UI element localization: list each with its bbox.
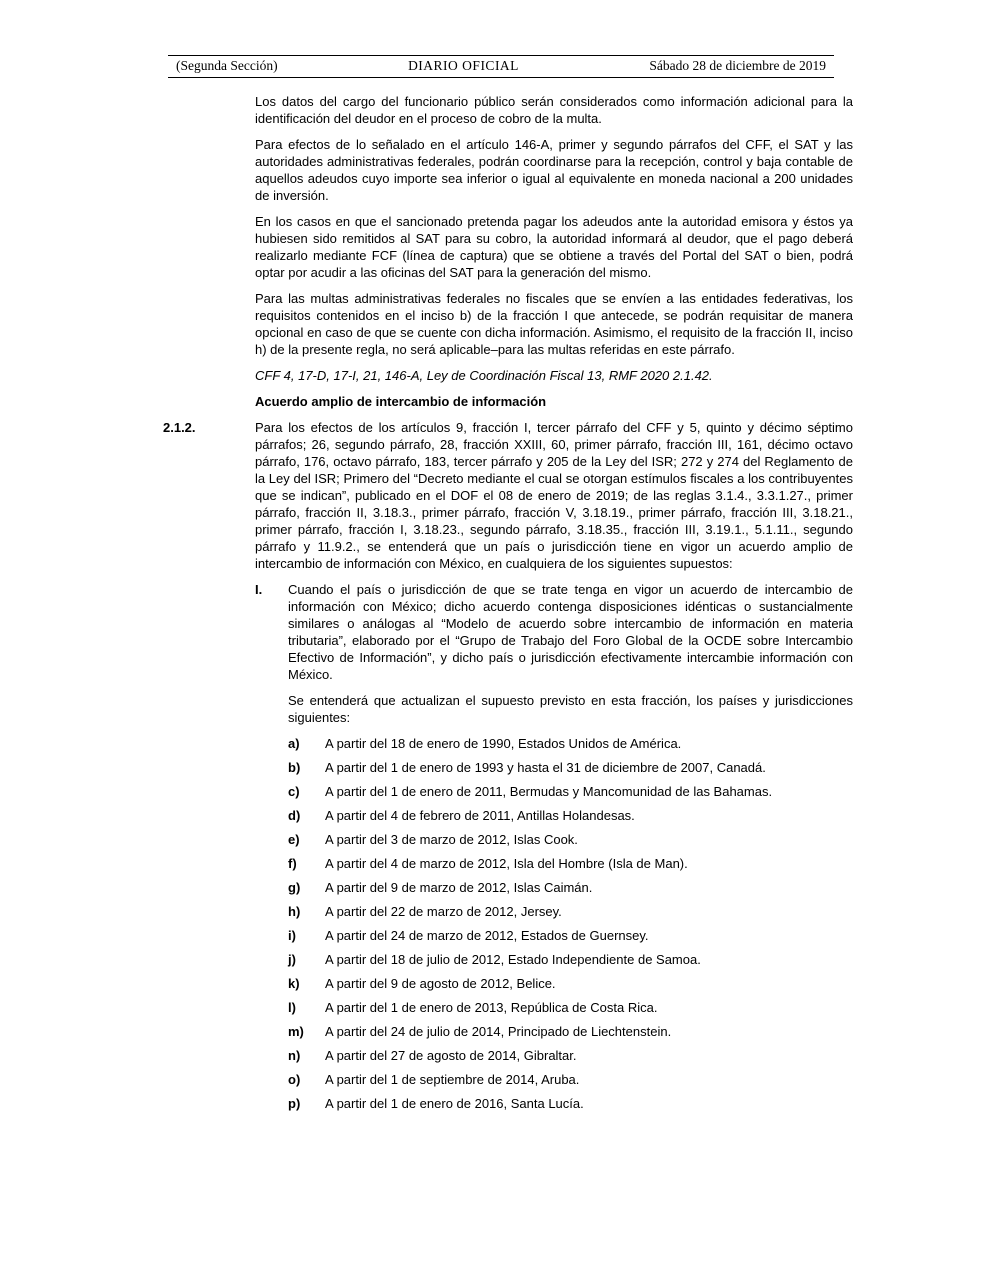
header-title: DIARIO OFICIAL — [408, 58, 519, 73]
country-text: A partir del 9 de marzo de 2012, Islas Caimán. — [325, 880, 593, 895]
country-item — [288, 903, 853, 920]
country-marker: n) — [288, 1048, 301, 1063]
country-text: A partir del 18 de julio de 2012, Estado Independiente de Samoa. — [325, 952, 701, 967]
country-text: A partir del 27 de agosto de 2014, Gibraltar. — [325, 1048, 577, 1063]
country-text: A partir del 1 de enero de 1993 y hasta el 31 de diciembre de 2007, Canadá. — [325, 760, 766, 775]
country-text: A partir del 22 de marzo de 2012, Jersey. — [325, 904, 562, 919]
country-item — [288, 999, 853, 1016]
fraction-marker: I. — [255, 582, 263, 597]
country-marker: m) — [288, 1024, 304, 1039]
rule-number: 2.1.2. — [163, 420, 196, 435]
country-item — [288, 783, 853, 800]
header-date: Sábado 28 de diciembre de 2019 — [649, 58, 826, 73]
country-item — [288, 735, 853, 752]
country-text: A partir del 1 de enero de 2013, República de Costa Rica. — [325, 1000, 658, 1015]
country-item — [288, 1047, 853, 1064]
country-text: A partir del 1 de enero de 2016, Santa Lucía. — [325, 1096, 584, 1111]
country-marker: k) — [288, 976, 300, 991]
rule-2-1-2 — [163, 419, 853, 1112]
country-marker: e) — [288, 832, 300, 847]
page-header — [168, 55, 834, 78]
country-item — [288, 1071, 853, 1088]
country-marker: a) — [288, 736, 300, 751]
rule-body — [255, 419, 853, 1112]
header-section-label: (Segunda Sección) — [176, 58, 278, 73]
fraction-text: Cuando el país o jurisdicción de que se trate tenga en vigor un acuerdo de intercambio de información con México; dicho acuerdo contenga disposiciones idénticas o sustancialmente similares o análogas al “Modelo de acuerdo sobre intercambio de información en materia tributaria”, elaborado por el “Grupo de Trabajo del Foro Global de la OCDE sobre Intercambio Efectivo de Información”, y dicho país o jurisdicción efectivamente intercambie información con México. — [288, 582, 853, 682]
country-marker: h) — [288, 904, 301, 919]
country-item — [288, 927, 853, 944]
paragraph-articulo-146a: Para efectos de lo señalado en el artículo 146-A, primer y segundo párrafos del CFF, el SAT y las autoridades administrativas federales, podrán coordinarse para la recepción, control y baja contable de aquellos adeudos cuyo importe sea inferior o igual al equivalente en moneda nacional a 200 unidades de inversión. — [255, 137, 853, 203]
country-item — [288, 759, 853, 776]
country-text: A partir del 1 de septiembre de 2014, Aruba. — [325, 1072, 580, 1087]
country-item — [288, 1095, 853, 1112]
country-marker: i) — [288, 928, 296, 943]
paragraph-cargo-funcionario: Los datos del cargo del funcionario público serán considerados como información adicional para la identificación del deudor en el proceso de cobro de la multa. — [255, 94, 853, 126]
legal-references: CFF 4, 17-D, 17-I, 21, 146-A, Ley de Coordinación Fiscal 13, RMF 2020 2.1.42. — [255, 368, 713, 383]
rule-heading: Acuerdo amplio de intercambio de información — [255, 394, 547, 409]
country-item — [288, 855, 853, 872]
country-marker: d) — [288, 808, 301, 823]
rule-intro: Para los efectos de los artículos 9, fracción I, tercer párrafo del CFF y 5, quinto y décimo séptimo párrafos; 26, segundo párrafo, 28, fracción XXIII, 60, primer párrafo, fracción III, 161, décimo octavo párrafo, 176, octavo párrafo, 183, tercer párrafo y 205 de la Ley del ISR; 272 y 274 del Reglamento de la Ley del ISR; Primero del “Decreto mediante el cual se otorgan estímulos fiscales a los contribuyentes que se indican”, publicado en el DOF el 08 de enero de 2019; de las reglas 3.1.4., 3.3.1.27., primer párrafo, fracción II, 3.18.3., primer párrafo, fracción V, 3.18.19., primer párrafo, fracción III, 3.18.21., primer párrafo, fracción I, 3.18.23., segundo párrafo, 3.18.35., fracción III, 3.19.1., 5.1.11., segundo párrafo y 11.9.2., se entenderá que un país o jurisdicción tiene en vigor un acuerdo amplio de intercambio de información con México, en cualquiera de los siguientes supuestos: — [255, 420, 853, 571]
country-text: A partir del 24 de marzo de 2012, Estados de Guernsey. — [325, 928, 649, 943]
country-text: A partir del 18 de enero de 1990, Estados Unidos de América. — [325, 736, 682, 751]
country-item — [288, 951, 853, 968]
country-item — [288, 1023, 853, 1040]
fraction-body — [288, 581, 853, 692]
country-marker: l) — [288, 1000, 296, 1015]
fraction-i — [255, 581, 853, 692]
country-marker: o) — [288, 1072, 301, 1087]
paragraph-multas-federales: Para las multas administrativas federales no fiscales que se envíen a las entidades federativas, los requisitos contenidos en el inciso b) de la fracción I que antecede, se podrán requisitar de manera opcional en caso de que se cuente con dicha información. Asimismo, el requisito de la fracción II, inciso h) de la presente regla, no será aplicable–para las multas referidas en este párrafo. — [255, 291, 853, 357]
document-body — [163, 93, 853, 1119]
country-text: A partir del 4 de febrero de 2011, Antillas Holandesas. — [325, 808, 635, 823]
fraction-note: Se entenderá que actualizan el supuesto previsto en esta fracción, los países y jurisdicciones siguientes: — [288, 693, 853, 725]
country-marker: j) — [288, 952, 296, 967]
country-marker: p) — [288, 1096, 301, 1111]
country-text: A partir del 9 de agosto de 2012, Belice. — [325, 976, 556, 991]
country-marker: b) — [288, 760, 301, 775]
country-marker: g) — [288, 880, 301, 895]
country-text: A partir del 24 de julio de 2014, Principado de Liechtenstein. — [325, 1024, 672, 1039]
country-text: A partir del 4 de marzo de 2012, Isla del Hombre (Isla de Man). — [325, 856, 688, 871]
country-marker: c) — [288, 784, 300, 799]
country-item — [288, 975, 853, 992]
country-text: A partir del 1 de enero de 2011, Bermudas y Mancomunidad de las Bahamas. — [325, 784, 773, 799]
country-text: A partir del 3 de marzo de 2012, Islas Cook. — [325, 832, 578, 847]
country-marker: f) — [288, 856, 297, 871]
country-list — [288, 735, 853, 1112]
country-item — [288, 831, 853, 848]
country-item — [288, 879, 853, 896]
paragraph-pago-adeudos: En los casos en que el sancionado pretenda pagar los adeudos ante la autoridad emisora y éstos ya hubiesen sido remitidos al SAT para su cobro, la autoridad informará al deudor, que el pago deberá realizarlo mediante FCF (línea de captura) que se obtiene a través del Portal del SAT o bien, podrá optar por acudir a las oficinas del SAT para la generación del mismo. — [255, 214, 853, 280]
country-item — [288, 807, 853, 824]
